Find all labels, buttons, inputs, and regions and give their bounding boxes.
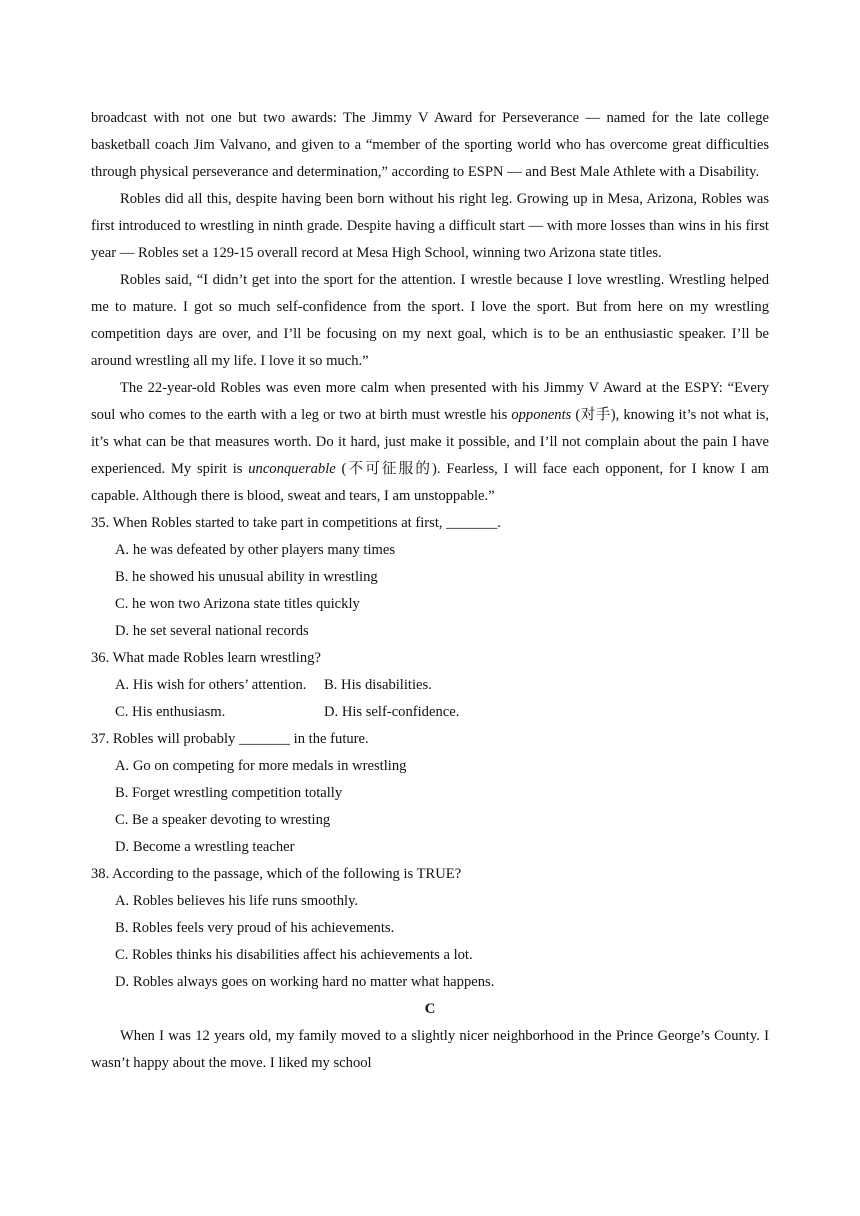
question-35-option-a: A. he was defeated by other players many times [115,542,396,558]
question-36-option-a: A. His wish for others’ attention. [115,677,307,693]
question-38-option-d: D. Robles always goes on working hard no matter what happens. [115,974,495,990]
word-opponents: opponents [511,407,572,423]
question-38-stem: 38. According to the passage, which of the following is TRUE? [91,866,462,882]
question-38-option-a: A. Robles believes his life runs smoothly. [115,893,359,909]
question-38-option-b: B. Robles feels very proud of his achievements. [115,920,395,936]
question-36-options-row-1 [115,672,769,699]
paragraph-4-text-c: (不可征服的). Fearless, I will face each opponent, for I know I am capable. Although there is blood, sweat and tears, I am unstoppable.” [91,461,769,504]
question-36-stem: 36. What made Robles learn wrestling? [91,650,321,666]
question-37-option-d: D. Become a wrestling teacher [115,839,295,855]
question-35-option-c: C. he won two Arizona state titles quickly [115,596,360,612]
section-c-heading: C [424,1001,436,1017]
paragraph-4-text-a: The 22-year-old Robles was even more calm when presented with his Jimmy V Award at the ESPY: “Every soul who comes to the earth with a leg or two at birth must wrestle his [91,380,769,423]
question-36-options-row-2 [115,699,769,726]
question-37-option-a: A. Go on competing for more medals in wrestling [115,758,407,774]
passage-paragraph-4 [91,375,769,510]
question-35-stem: 35. When Robles started to take part in competitions at first, _______. [91,515,501,531]
question-36-option-d: D. His self-confidence. [324,704,460,720]
question-36-option-c: C. His enthusiasm. [115,704,226,720]
paragraph-4-text-b: (对手), knowing it’s not what is, it’s what can be that measures worth. Do it hard, just make it possible, and I’ll not complain about the pain I have experienced. My spirit is [91,407,769,477]
question-37-option-c: C. Be a speaker devoting to wresting [115,812,331,828]
word-unconquerable: unconquerable [248,461,336,477]
question-38-option-c: C. Robles thinks his disabilities affect his achievements a lot. [115,947,473,963]
passage-paragraph-2: Robles did all this, despite having been born without his right leg. Growing up in Mesa, Arizona, Robles was first introduced to wrestling in ninth grade. Despite having a difficult start — with more losses than wins in his first year — Robles set a 129-15 overall record at Mesa High School, winning two Arizona state titles. [91,191,769,261]
question-35-option-b: B. he showed his unusual ability in wrestling [115,569,378,585]
question-35-option-d: D. he set several national records [115,623,309,639]
document-content [91,105,769,1077]
section-c-paragraph-1: When I was 12 years old, my family moved to a slightly nicer neighborhood in the Prince George’s County. I wasn’t happy about the move. I liked my school [91,1028,769,1071]
question-37-stem: 37. Robles will probably _______ in the future. [91,731,369,747]
passage-paragraph-3: Robles said, “I didn’t get into the sport for the attention. I wrestle because I love wrestling. Wrestling helped me to mature. I got so much self-confidence from the sport. I love the sport. But from here on my wrestling competition days are over, and I’ll be focusing on my next goal, which is to be an enthusiastic speaker. I’ll be around wrestling all my life. I love it so much.” [91,272,769,369]
question-37-option-b: B. Forget wrestling competition totally [115,785,343,801]
question-36-option-b: B. His disabilities. [324,677,432,693]
passage-paragraph-1: broadcast with not one but two awards: The Jimmy V Award for Perseverance — named for the late college basketball coach Jim Valvano, and given to a “member of the sporting world who has overcome great difficulties through physical perseverance and determination,” according to ESPN — and Best Male Athlete with a Disability. [91,110,769,180]
